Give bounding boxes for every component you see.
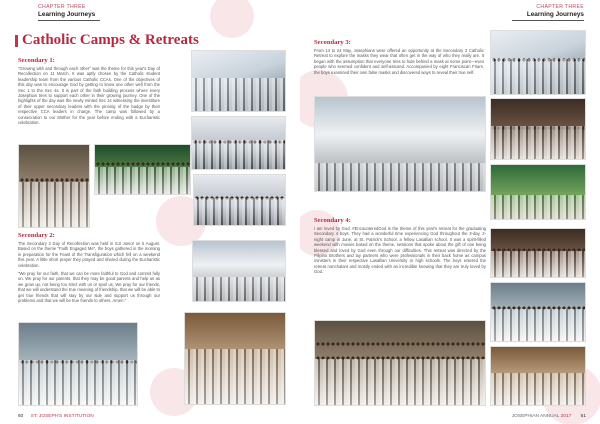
photo-figures <box>19 182 89 227</box>
photo-figures <box>185 349 285 404</box>
secondary-3-paragraph: From 14 to 24 May, Josephians were offered an opportunity at the Secondary 3 Catholic Retreat to explore the masks they wear that often get in the way of who they really are. It began with the assumption that everyone tries to hide behind a mask at some point—even people who seemed confident and self-assured. Accompanied by eight Franciscan Friars, the boys examined their own false masks and discovered ways to reveal their true self. <box>314 48 484 75</box>
secondary-4-heading: Secondary 4: <box>314 217 351 224</box>
photo-investiture <box>191 50 286 112</box>
photo-seated-audience <box>490 228 586 278</box>
photo-campus-building <box>314 96 486 192</box>
photo-figures <box>491 195 585 219</box>
secondary-3-heading: Secondary 3: <box>314 39 351 46</box>
photo-figures <box>491 309 585 341</box>
section-label: Learning Journeys <box>38 11 96 18</box>
right-footer <box>512 414 586 419</box>
photo-figures <box>491 251 585 277</box>
photo-figures <box>193 277 285 301</box>
secondary-4-text <box>314 226 486 278</box>
secondary-2-heading: Secondary 2: <box>18 232 55 239</box>
photo-group-outdoor <box>94 144 191 195</box>
secondary-4-paragraph: I am loved by God. #EncounteredGod is the theme of this year's retreat for the graduating Secondary 4 boys. They had a wonderful time experiencing God throughout the 3-day, 2-night camp in June, at St. Patrick's School, a fellow Lasallian school. It was a spirit-filled weekend with movies based on the theme, sessions that spoke about the gift of one being blessed and loved by God even through our difficulties. This retreat was directed by the Filipino Brothers and lay partners who were professionals in their back home as campus ministers in their respective Lasallian University or high schools. The boys entered the retreat nonchalant and mostly ended with an incredible knowing that they are truly loved by God. <box>314 226 486 275</box>
page-number: 60 <box>18 414 24 419</box>
publication-name: ST. JOSEPH'S INSTITUTION <box>30 414 94 419</box>
photo-boys-kneeling <box>18 322 138 406</box>
chapter-label: CHAPTER THREE <box>536 4 584 10</box>
photo-figures <box>491 373 585 405</box>
publication-year: 2017 <box>560 414 572 419</box>
publication-name: JOSEPHIAN ANNUAL <box>511 414 560 419</box>
secondary-1-heading: Secondary 1: <box>18 57 55 64</box>
photo-heads <box>315 341 485 347</box>
photo-hall-group <box>18 144 90 228</box>
photo-field-activity <box>490 164 586 220</box>
page-title: Catholic Camps & Retreats <box>22 32 199 48</box>
photo-large-group <box>314 320 486 406</box>
secondary-3-text <box>314 48 484 78</box>
photo-students-seated <box>191 116 286 170</box>
photo-sec4-students <box>490 282 586 342</box>
right-page <box>300 0 600 424</box>
secondary-1-paragraph: "Growing with and through each other" was the theme for this year's Day of Recollection on 11 March. It was aptly chosen by the Catholic student leadership team from the various Catholic CCAs. One of the objectives of this day was to encourage God by getting to know one other well from the Sec 1 to the Sec 4s. It is part of the faith building process where every Josephian tries to support each other in their growing journey. One of the highlights of the day was the newly minted Sec 1s witnessing the investiture of their upper secondary leaders with the pinning of the badge by their respective CCA leaders in charge. The camp was followed by a consecration to our Mother for the year before ending with a Eucharistic celebration. <box>18 66 160 126</box>
photo-hall-session <box>490 98 586 160</box>
header-rule <box>512 20 584 21</box>
photo-retreat-group <box>490 30 586 95</box>
photo-figures <box>194 198 285 226</box>
photo-figures <box>192 140 285 169</box>
chapter-tag <box>512 4 584 21</box>
photo-outdoor-walk <box>490 346 586 406</box>
secondary-2-paragraph-2: "We pray for our faith, that we can be more faithful to God and commit fully on. We pray for our parents, that they may be good parents and help us as we grow up, not being too strict with us or spoil us. We pray for our friends, that we will understand the true meaning of friendship, that we will be able to get true friends that will stay by our side and support us through our problems and that we will be true friends to others. Amen." <box>18 271 160 304</box>
secondary-2-paragraph-1: The Secondary 2 Day of Recollection was held in SJI Junior on 5 August. Based on the theme "Faith Engaged Me", the boys gathered in the morning in preparation for the Feast of the Transfiguration which fell on a weekend this year. A little short prayer they prayed and shared during the Eucharistic celebration. <box>18 241 160 268</box>
title-accent-bar <box>15 35 18 47</box>
photo-figures <box>19 360 137 405</box>
left-footer <box>18 414 94 419</box>
photo-figures <box>491 59 585 94</box>
photo-figures <box>95 167 190 194</box>
decorative-circle <box>210 0 254 38</box>
photo-figures <box>491 126 585 159</box>
secondary-2-text <box>18 241 160 306</box>
photo-figures <box>315 163 485 191</box>
secondary-1-text <box>18 66 160 128</box>
photo-figures <box>315 359 485 405</box>
chapter-tag <box>38 4 100 21</box>
chapter-label: CHAPTER THREE <box>38 4 86 10</box>
photo-students-hall <box>193 174 286 226</box>
photo-chapel-mass <box>192 240 286 302</box>
photo-figures <box>192 78 285 111</box>
header-rule <box>38 20 100 21</box>
photo-boys-standing <box>184 312 286 405</box>
section-label: Learning Journeys <box>526 11 584 18</box>
page-number: 61 <box>580 414 586 419</box>
